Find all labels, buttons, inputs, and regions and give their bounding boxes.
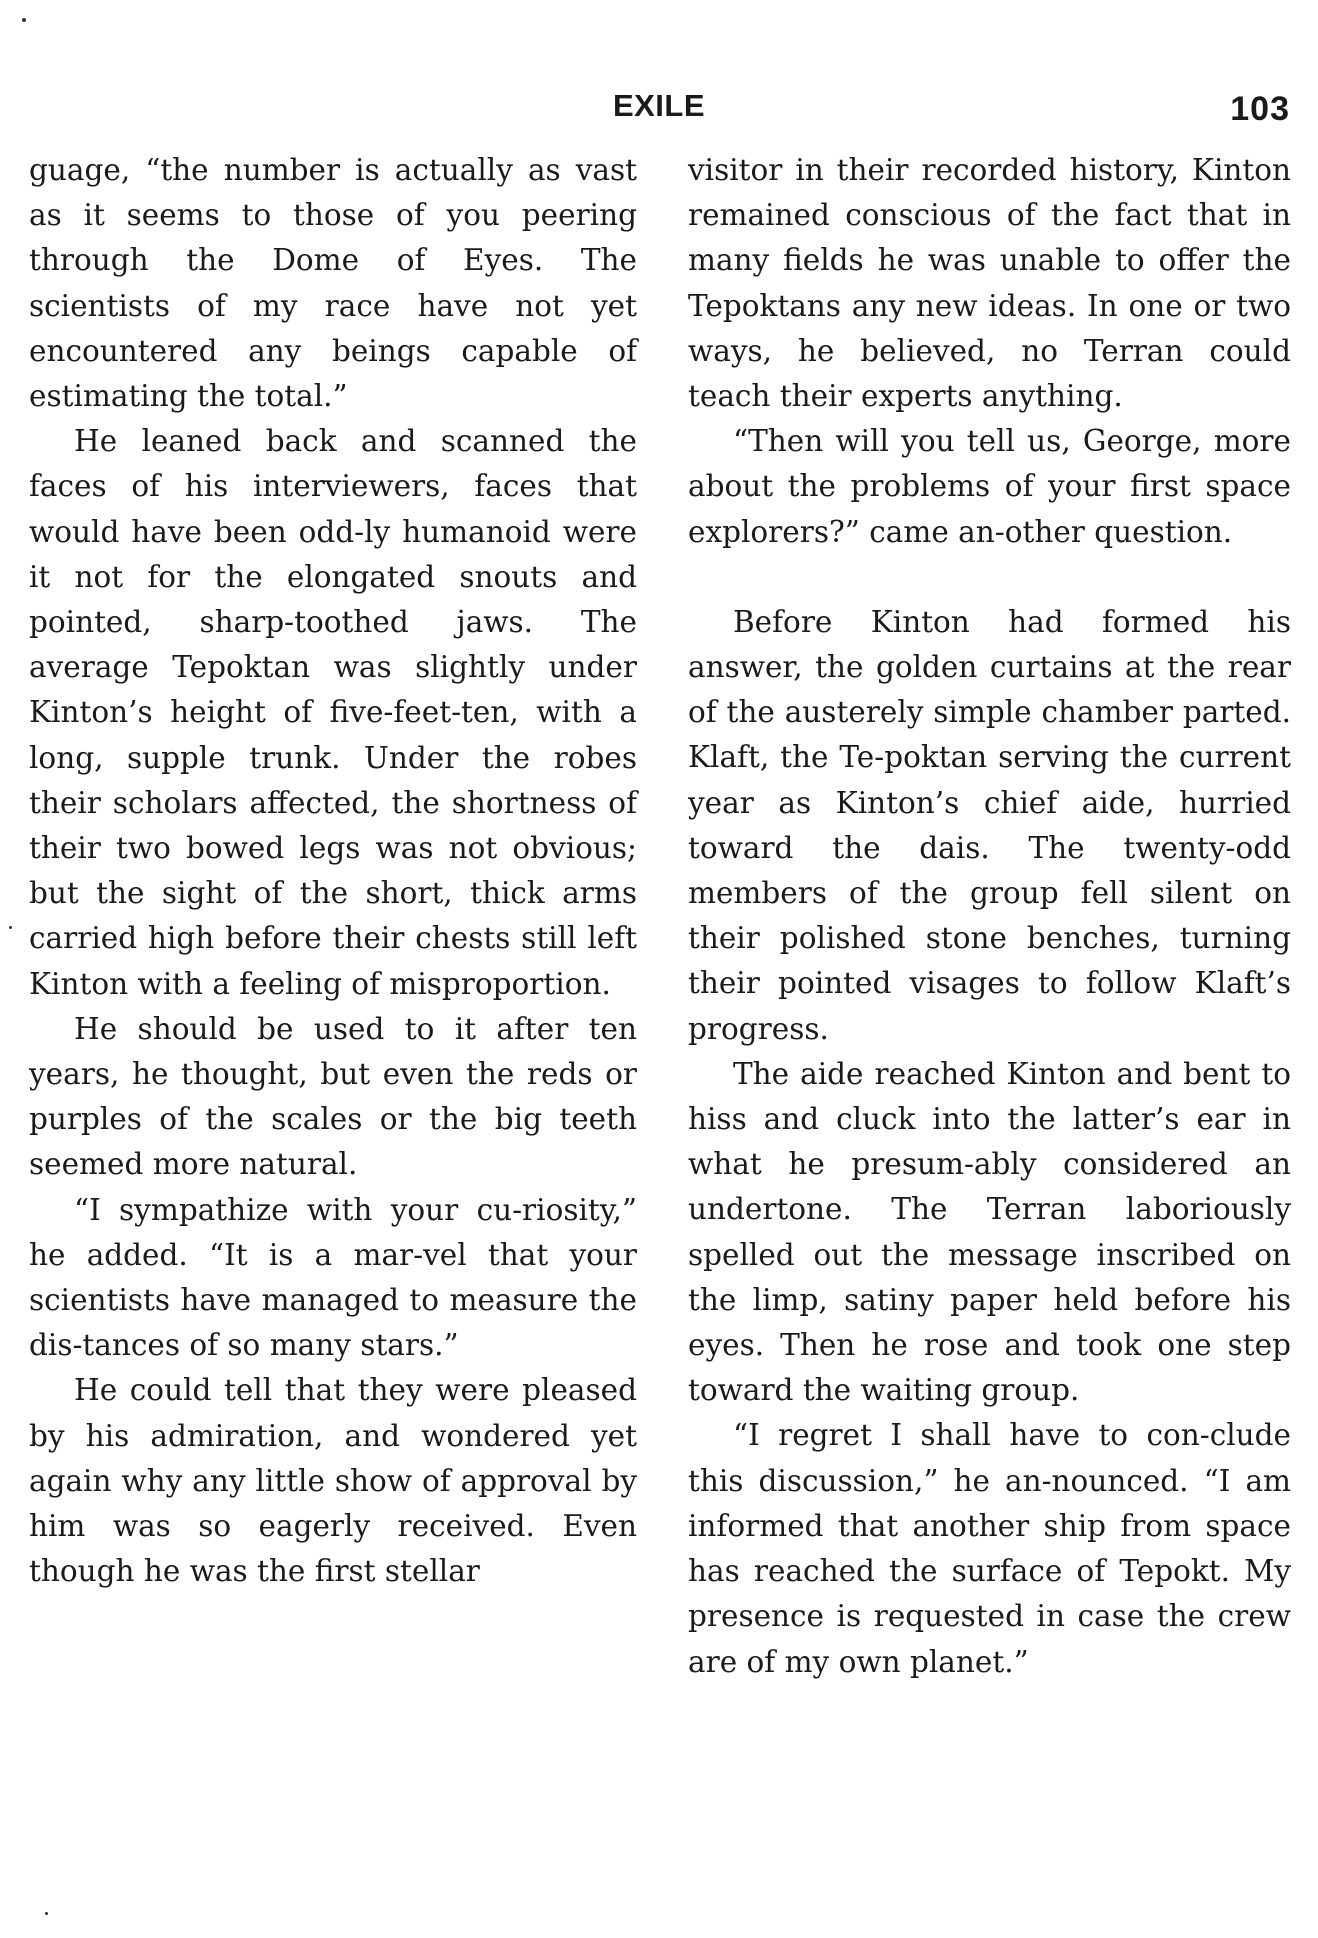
paragraph: “I sympathize with your cu-riosity,” he added. “It is a mar-vel that your scientists have managed to measure the dis-tances of so many stars.” xyxy=(29,1192,637,1363)
running-header-title: EXILE xyxy=(612,88,706,123)
paragraph: “I regret I shall have to con-clude this discussion,” he an-nounced. “I am informed that another ship from space has reached the surface of Tepokt. My presence is requested in case the crew are of my own planet.” xyxy=(688,1418,1291,1679)
page-number: 103 xyxy=(1230,90,1290,128)
paragraph: He should be used to it after ten years, he thought, but even the reds or purples of the scales or the big teeth seemed more natural. xyxy=(29,1011,637,1182)
scan-speck xyxy=(9,926,12,929)
left-column xyxy=(29,148,637,1595)
paragraph: guage, “the number is actually as vast as it seems to those of you peering through the Dome of Eyes. The scientists of my race have not yet encountered any beings capable of estimating the total.” xyxy=(29,153,637,414)
paragraph: He could tell that they were pleased by his admiration, and wondered yet again why any little show of approval by him was so eagerly received. Even though he was the first stellar xyxy=(29,1373,637,1589)
paragraph: He leaned back and scanned the faces of his interviewers, faces that would have been odd-ly humanoid were it not for the elongated snouts and pointed, sharp-toothed jaws. The average Tepoktan was slightly under Kinton’s height of five-feet-ten, with a long, supple trunk. Under the robes their scholars affected, the shortness of their two bowed legs was not obvious; but the sight of the short, thick arms carried high before their chests still left Kinton with a feeling of misproportion. xyxy=(29,424,637,1001)
paragraph: “Then will you tell us, George, more about the problems of your first space explorers?” came an-other question. xyxy=(688,424,1291,549)
paragraph: The aide reached Kinton and bent to hiss and cluck into the latter’s ear in what he presum-ably considered an undertone. The Terran laboriously spelled out the message inscribed on the limp, satiny paper held before his eyes. Then he rose and took one step toward the waiting group. xyxy=(688,1056,1291,1408)
paragraph: Before Kinton had formed his answer, the golden curtains at the rear of the austerely simple chamber parted. Klaft, the Te-poktan serving the current year as Kinton’s chief aide, hurried toward the dais. The twenty-odd members of the group fell silent on their polished stone benches, turning their pointed visages to follow Klaft’s progress. xyxy=(688,604,1291,1046)
scan-speck xyxy=(22,18,26,22)
paragraph: visitor in their recorded history, Kinton remained conscious of the fact that in many fields he was unable to offer the Tepoktans any new ideas. In one or two ways, he believed, no Terran could teach their experts anything. xyxy=(688,153,1291,414)
scan-speck xyxy=(45,1912,48,1915)
right-column xyxy=(688,148,1291,1685)
